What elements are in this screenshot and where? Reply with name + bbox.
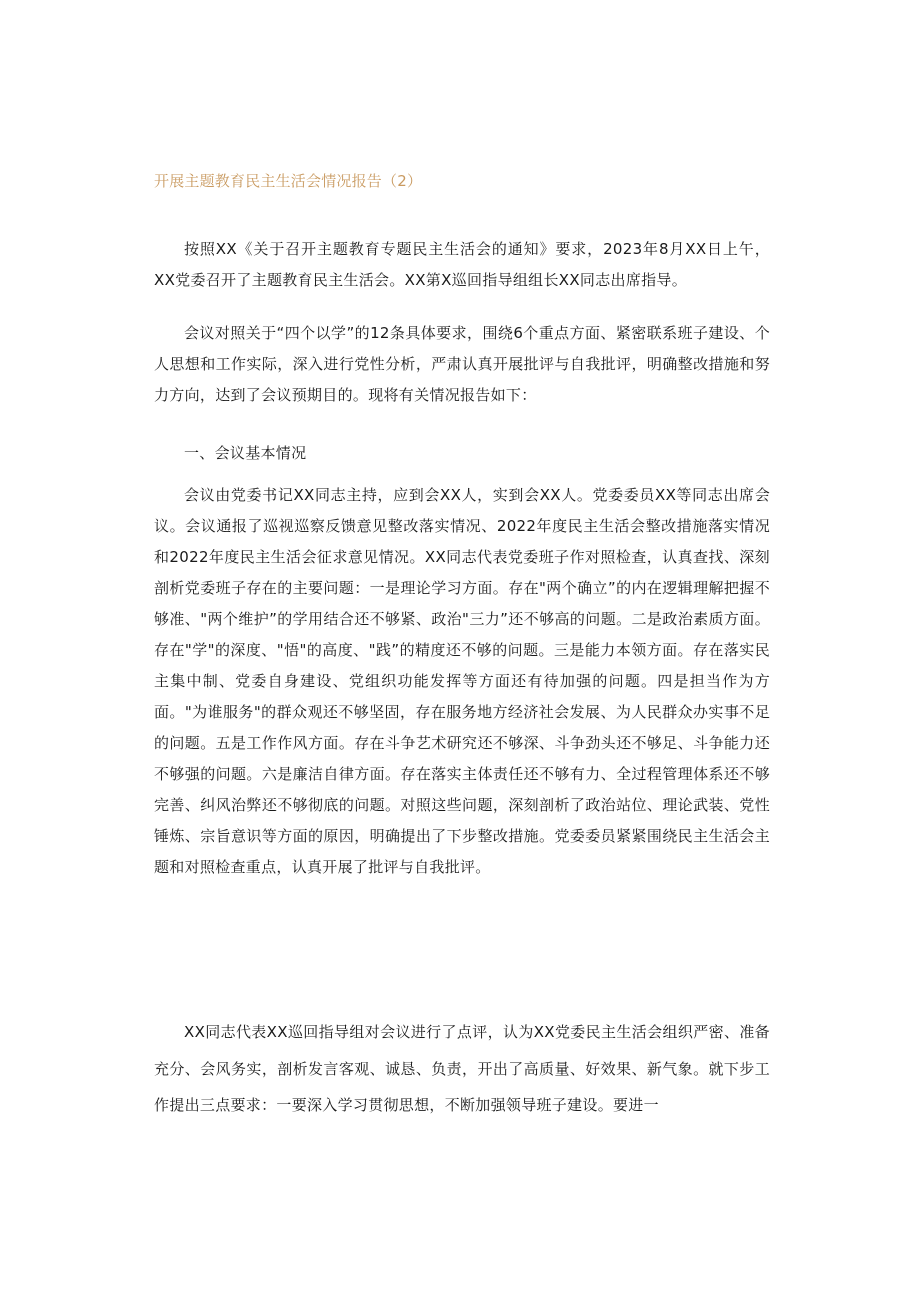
paragraph-basic-info: 会议由党委书记XX同志主持，应到会XX人，实到会XX人。党委委员XX等同志出席会议。会议通报了巡视巡察反馈意见整改落实情况、2022年度民主生活会整改措施落实情况和2022年度民主生活会征求意见情况。XX同志代表党委班子作对照检查，认真查找、深刻剖析党委班子存在的主要问题：一是理论学习方面。存在"两个确立”的内在逻辑理解把握不够准、"两个维护”的学用结合还不够紧、政治"三力”还不够高的问题。二是政治素质方面。存在"学"的深度、"悟"的高度、"践”的精度还不够的问题。三是能力本领方面。存在落实民主集中制、党委自身建设、党组织功能发挥等方面还有待加强的问题。四是担当作为方面。"为谁服务"的群众观还不够坚固，存在服务地方经济社会发展、为人民群众办实事不足的问题。五是工作作风方面。存在斗争艺术研究还不够深、斗争劲头还不够足、斗争能力还不够强的问题。六是廉洁自律方面。存在落实主体责任还不够有力、全过程管理体系还不够完善、纠风治弊还不够彻底的问题。对照这些问题，深刻剖析了政治站位、理论武装、党性锤炼、宗旨意识等方面的原因，明确提出了下步整改措施。党委委员紧紧围绕民主生活会主题和对照检查重点，认真开展了批评与自我批评。 — [154, 486, 770, 876]
paragraph-review: 会议对照关于“四个以学”的12条具体要求，围绕6个重点方面、紧密联系班子建设、个人思想和工作实际，深入进行党性分析，严肃认真开展批评与自我批评，明确整改措施和努力方向，达到了会议预期目的。现将有关情况报告如下： — [154, 324, 770, 404]
section-heading: 一、会议基本情况 — [184, 444, 307, 462]
paragraph-comment: XX同志代表XX巡回指导组对会议进行了点评，认为XX党委民主生活会组织严密、准备充分、会风务实，剖析发言客观、诚恳、负责，开出了高质量、好效果、新气象。就下步工作提出三点要求：一要深入学习贯彻思想，不断加强领导班子建设。要进一 — [154, 1023, 770, 1114]
document-title: 开展主题教育民主生活会情况报告（2） — [154, 172, 423, 190]
paragraph-intro: 按照XX《关于召开主题教育专题民主生活会的通知》要求，2023年8月XX日上午，XX党委召开了主题教育民主生活会。XX第X巡回指导组组长XX同志出席指导。 — [154, 240, 770, 289]
